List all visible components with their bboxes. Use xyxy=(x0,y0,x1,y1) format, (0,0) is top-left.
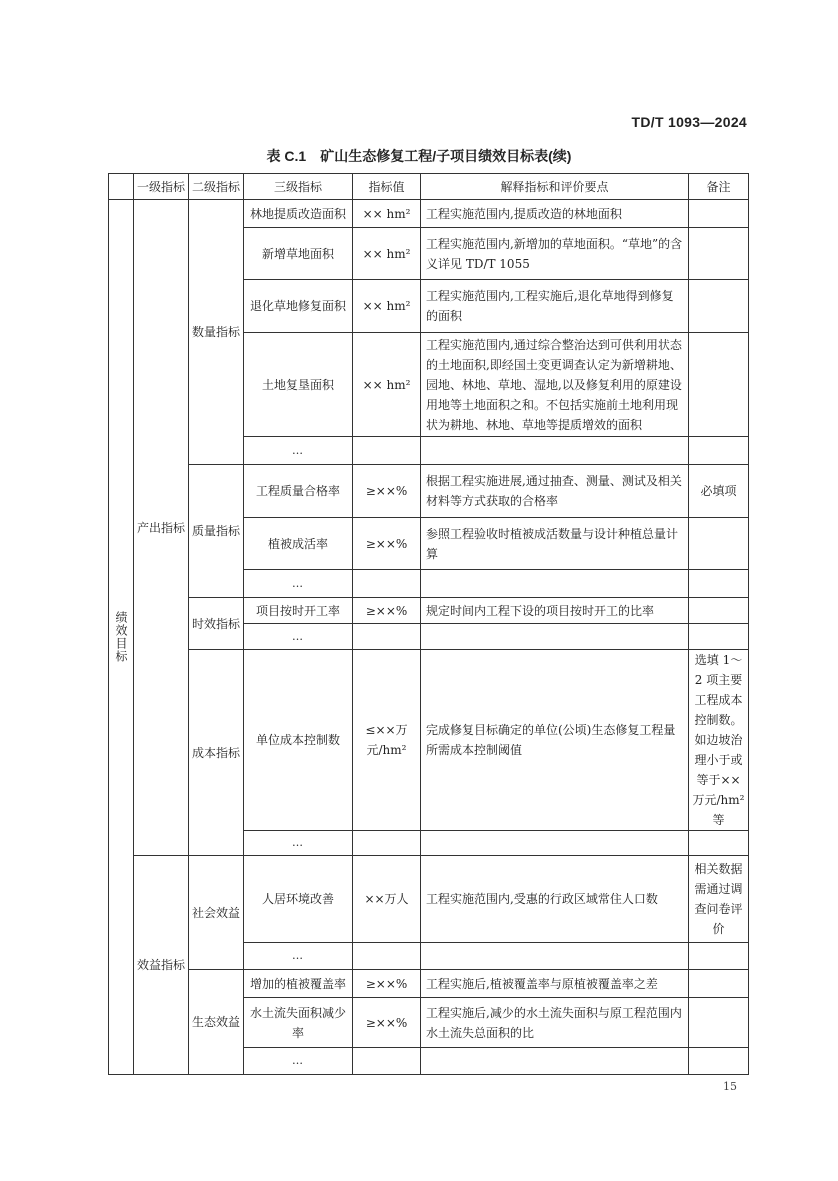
note-cell: 选填 1～2 项主要工程成本控制数。如边坡治理小于或等于××万元/hm² 等 xyxy=(689,650,749,831)
level3-indicator-cell: … xyxy=(244,570,353,598)
level3-indicator-cell: 项目按时开工率 xyxy=(244,598,353,624)
level3-indicator-cell: 工程质量合格率 xyxy=(244,465,353,518)
level3-indicator-cell: … xyxy=(244,624,353,650)
level2-indicator-cell: 数量指标 xyxy=(189,200,244,465)
column-header xyxy=(109,174,134,200)
description-cell: 工程实施范围内,工程实施后,退化草地得到修复的面积 xyxy=(421,280,689,333)
level3-indicator-cell: … xyxy=(244,943,353,970)
indicator-value-cell: ≥××% xyxy=(353,518,421,570)
column-header: 解释指标和评价要点 xyxy=(421,174,689,200)
column-header: 二级指标 xyxy=(189,174,244,200)
note-cell: 必填项 xyxy=(689,465,749,518)
description-cell: 参照工程验收时植被成活数量与设计种植总量计算 xyxy=(421,518,689,570)
level1-indicator-cell: 效益指标 xyxy=(134,856,189,1075)
indicator-value-cell: ≥××% xyxy=(353,598,421,624)
level3-indicator-cell: 退化草地修复面积 xyxy=(244,280,353,333)
level2-indicator-cell: 质量指标 xyxy=(189,465,244,598)
note-cell xyxy=(689,518,749,570)
description-cell xyxy=(421,943,689,970)
level1-indicator-cell: 产出指标 xyxy=(134,200,189,856)
note-cell xyxy=(689,1048,749,1075)
note-cell xyxy=(689,280,749,333)
description-cell: 工程实施范围内,受惠的行政区域常住人口数 xyxy=(421,856,689,943)
note-cell: 相关数据需通过调查问卷评价 xyxy=(689,856,749,943)
indicator-value-cell xyxy=(353,437,421,465)
table-row xyxy=(109,598,749,624)
level3-indicator-cell: 植被成活率 xyxy=(244,518,353,570)
indicator-value-cell xyxy=(353,1048,421,1075)
table-row xyxy=(109,856,749,943)
table-row xyxy=(109,970,749,998)
indicator-value-cell: ≤××万元/hm² xyxy=(353,650,421,831)
level3-indicator-cell: 人居环境改善 xyxy=(244,856,353,943)
indicator-value-cell: ×× hm² xyxy=(353,228,421,280)
note-cell xyxy=(689,570,749,598)
note-cell xyxy=(689,228,749,280)
description-cell xyxy=(421,831,689,856)
table-row xyxy=(109,200,749,228)
indicator-value-cell xyxy=(353,831,421,856)
note-cell xyxy=(689,998,749,1048)
indicator-value-cell: ≥××% xyxy=(353,998,421,1048)
table-row xyxy=(109,650,749,831)
note-cell xyxy=(689,943,749,970)
note-cell xyxy=(689,437,749,465)
description-cell: 规定时间内工程下设的项目按时开工的比率 xyxy=(421,598,689,624)
column-header: 备注 xyxy=(689,174,749,200)
note-cell xyxy=(689,333,749,437)
column-header: 三级指标 xyxy=(244,174,353,200)
column-header: 一级指标 xyxy=(134,174,189,200)
column-header: 指标值 xyxy=(353,174,421,200)
level3-indicator-cell: … xyxy=(244,437,353,465)
description-cell: 工程实施后,植被覆盖率与原植被覆盖率之差 xyxy=(421,970,689,998)
level3-indicator-cell: 水土流失面积减少率 xyxy=(244,998,353,1048)
level3-indicator-cell: 土地复垦面积 xyxy=(244,333,353,437)
level3-indicator-cell: … xyxy=(244,831,353,856)
description-cell xyxy=(421,570,689,598)
level3-indicator-cell: 林地提质改造面积 xyxy=(244,200,353,228)
description-cell: 完成修复目标确定的单位(公顷)生态修复工程量所需成本控制阈值 xyxy=(421,650,689,831)
note-cell xyxy=(689,624,749,650)
page-number: 15 xyxy=(723,1080,737,1093)
description-cell xyxy=(421,437,689,465)
description-cell: 工程实施范围内,通过综合整治达到可供利用状态的土地面积,即经国土变更调查认定为新增耕地、园地、林地、草地、湿地,以及修复利用的原建设用地等土地面积之和。不包括实施前土地利用现状为耕地、林地、草地等提质增效的面积 xyxy=(421,333,689,437)
indicator-value-cell xyxy=(353,943,421,970)
description-cell: 根据工程实施进展,通过抽查、测量、测试及相关材料等方式获取的合格率 xyxy=(421,465,689,518)
level2-indicator-cell: 生态效益 xyxy=(189,970,244,1075)
note-cell xyxy=(689,831,749,856)
performance-target-table xyxy=(108,173,749,1075)
standard-number: TD/T 1093—2024 xyxy=(631,114,747,130)
level3-indicator-cell: … xyxy=(244,1048,353,1075)
indicator-value-cell: ×× hm² xyxy=(353,280,421,333)
note-cell xyxy=(689,970,749,998)
indicator-value-cell: ×× hm² xyxy=(353,200,421,228)
description-cell: 工程实施范围内,新增加的草地面积。“草地”的含义详见 TD/T 1055 xyxy=(421,228,689,280)
indicator-value-cell: ×× hm² xyxy=(353,333,421,437)
level3-indicator-cell: 增加的植被覆盖率 xyxy=(244,970,353,998)
table-header-row xyxy=(109,174,749,200)
root-label-cell: 绩效目标 xyxy=(109,200,134,1075)
level3-indicator-cell: 新增草地面积 xyxy=(244,228,353,280)
note-cell xyxy=(689,598,749,624)
level2-indicator-cell: 社会效益 xyxy=(189,856,244,970)
table-title: 表 C.1 矿山生态修复工程/子项目绩效目标表(续) xyxy=(266,148,572,164)
indicator-value-cell xyxy=(353,624,421,650)
indicator-value-cell xyxy=(353,570,421,598)
description-cell xyxy=(421,624,689,650)
description-cell: 工程实施后,减少的水土流失面积与原工程范围内水土流失总面积的比 xyxy=(421,998,689,1048)
level2-indicator-cell: 时效指标 xyxy=(189,598,244,650)
indicator-value-cell: ≥××% xyxy=(353,465,421,518)
note-cell xyxy=(689,200,749,228)
indicator-value-cell: ××万人 xyxy=(353,856,421,943)
level3-indicator-cell: 单位成本控制数 xyxy=(244,650,353,831)
indicator-value-cell: ≥××% xyxy=(353,970,421,998)
description-cell xyxy=(421,1048,689,1075)
level2-indicator-cell: 成本指标 xyxy=(189,650,244,856)
table-row xyxy=(109,465,749,518)
description-cell: 工程实施范围内,提质改造的林地面积 xyxy=(421,200,689,228)
